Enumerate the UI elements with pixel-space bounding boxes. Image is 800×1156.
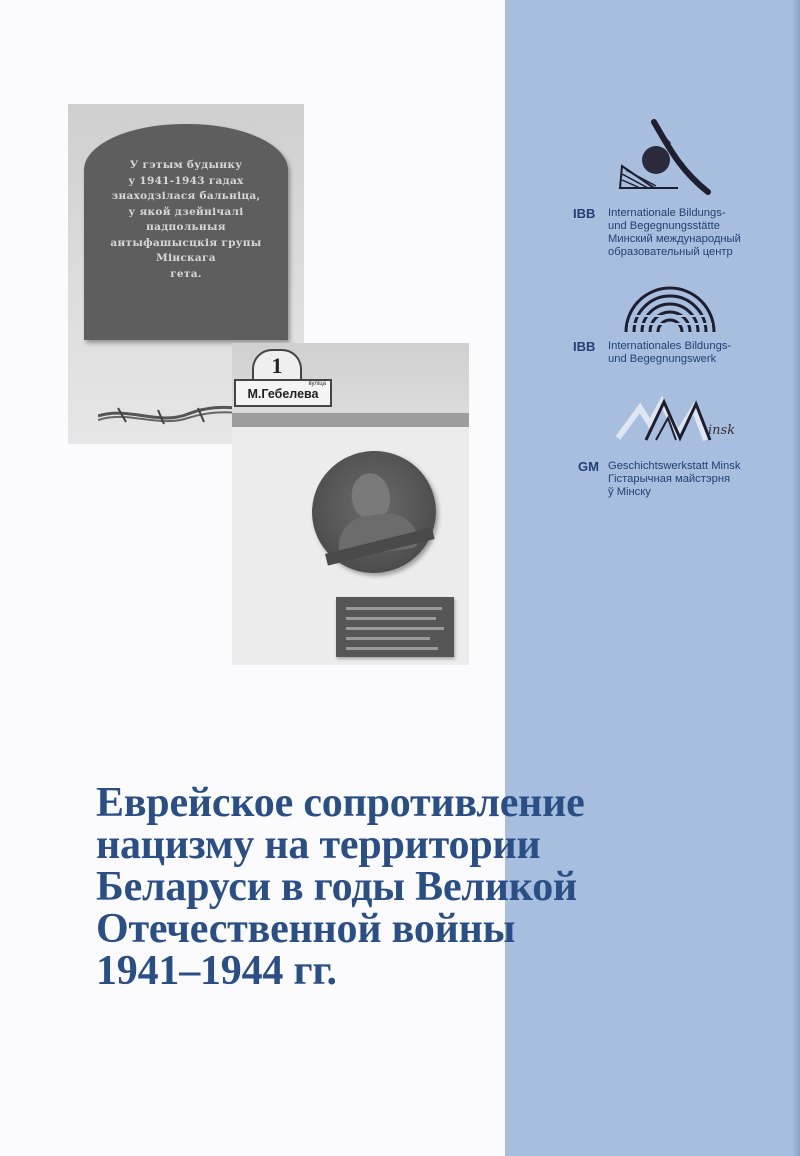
memorial-plaque bbox=[84, 124, 288, 340]
title-line: 1941–1944 гг. bbox=[96, 948, 337, 994]
org-line: Минский международный bbox=[608, 233, 741, 245]
tablet-line bbox=[346, 637, 430, 640]
photo-eave bbox=[232, 413, 469, 427]
gm-logo-icon bbox=[616, 394, 740, 448]
book-title bbox=[96, 782, 736, 992]
org-line: und Begegnungswerk bbox=[608, 353, 717, 365]
org-line: Гістарычная майстэрня bbox=[608, 473, 731, 485]
plaque-line: Мінскага bbox=[156, 252, 216, 264]
plaque-line: падпольныя bbox=[146, 221, 226, 233]
tablet-line bbox=[346, 607, 442, 610]
org-line: ў Мінску bbox=[608, 486, 651, 498]
street-sign-prefix: вуліца bbox=[308, 381, 326, 387]
plaque-line: у 1941-1943 гадах bbox=[128, 174, 244, 187]
ibb-abbr: IBB bbox=[573, 206, 596, 221]
title-line: Отечественной войны bbox=[96, 906, 516, 952]
plaque-line: знаходзілася бальніца, bbox=[111, 190, 261, 202]
plaque-line: У гэтым будынку bbox=[129, 159, 243, 171]
house-number-sign: 1 bbox=[252, 349, 302, 381]
org-line: Internationale Bildungs- bbox=[608, 207, 726, 219]
org-line: образовательный центр bbox=[608, 246, 733, 258]
ibb-werk-name bbox=[608, 340, 731, 366]
plaque-line: у якой дзейнічалі bbox=[128, 205, 244, 218]
plaque-line: гета. bbox=[170, 267, 202, 280]
street-name-sign bbox=[234, 379, 332, 407]
street-sign-name: М.Гебелева bbox=[247, 387, 319, 401]
ibb-minsk-name bbox=[608, 207, 741, 259]
org-line: Geschichtswerkstatt Minsk bbox=[608, 460, 741, 472]
gm-name bbox=[608, 460, 740, 499]
title-line: Еврейское сопротивление bbox=[96, 780, 585, 826]
ibb-minsk-logo-icon bbox=[618, 118, 718, 198]
org-line: Internationales Bildungs- bbox=[608, 340, 732, 352]
tablet-line bbox=[346, 617, 436, 620]
plaque-inscription bbox=[84, 158, 288, 282]
title-line: нацизму на территории bbox=[96, 822, 541, 868]
memorial-tablet bbox=[336, 597, 454, 657]
ibb-werk-logo-icon bbox=[622, 282, 718, 336]
org-line: und Begegnungsstätte bbox=[608, 220, 720, 232]
tablet-line bbox=[346, 627, 444, 630]
ibb-abbr-2: IBB bbox=[573, 339, 596, 354]
tablet-line bbox=[346, 647, 438, 650]
gm-abbr: GM bbox=[578, 459, 599, 474]
gm-logo-script: insk bbox=[708, 423, 736, 438]
house-relief-photo bbox=[232, 343, 469, 665]
plaque-line: антыфашысцкія групы bbox=[110, 236, 262, 249]
title-line: Беларуси в годы Великой bbox=[96, 864, 578, 910]
